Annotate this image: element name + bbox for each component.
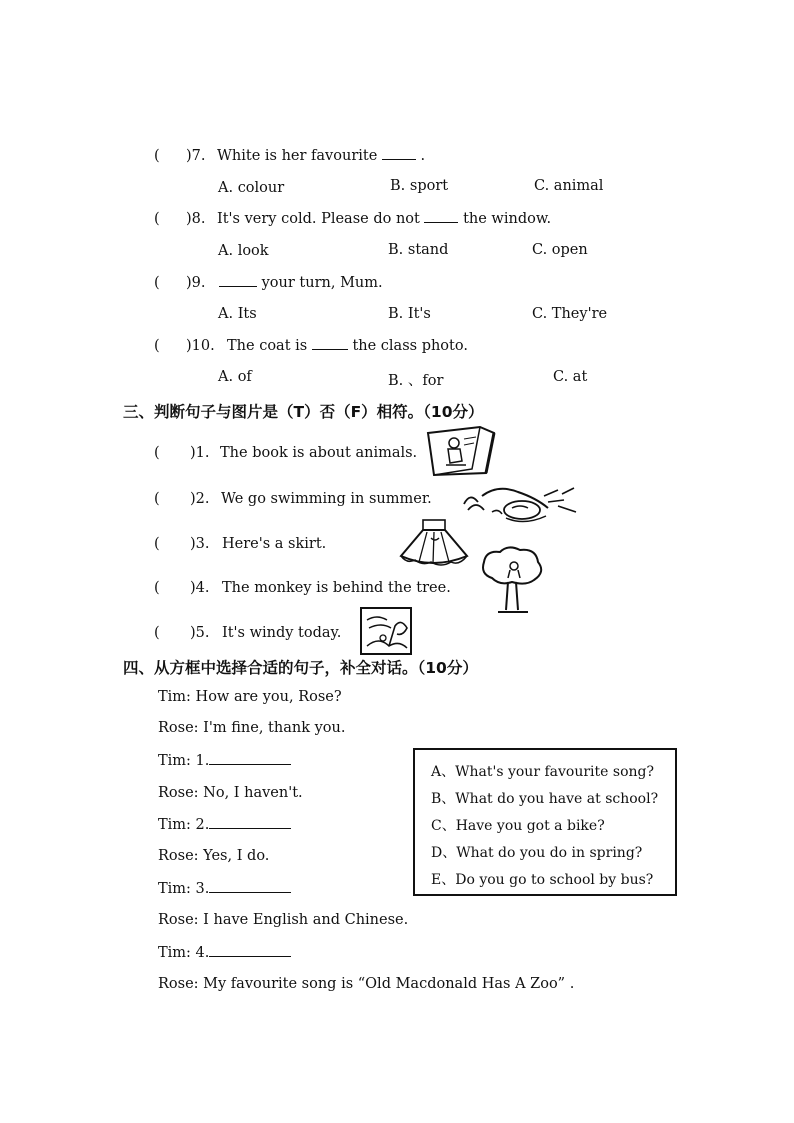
option-a[interactable]: A. look	[218, 243, 269, 259]
option-b[interactable]: B. sport	[390, 178, 449, 194]
answer-paren[interactable]: (	[154, 211, 160, 227]
answer-blank[interactable]	[312, 338, 348, 350]
answer-paren[interactable]: (	[154, 445, 160, 461]
dialogue-line: Rose: No, I haven't.	[158, 785, 303, 801]
dialogue-line: Tim: 4.	[158, 945, 291, 961]
item-number: )2.	[190, 491, 210, 507]
item-text: The book is about animals.	[220, 445, 418, 461]
dialogue-line: Tim: How are you, Rose?	[158, 689, 342, 705]
question-number: )7.	[186, 148, 206, 164]
option-c[interactable]: C. at	[553, 369, 588, 385]
dialogue-line: Rose: I'm fine, thank you.	[158, 720, 346, 736]
answer-blank[interactable]	[424, 211, 458, 223]
option-b[interactable]: B. stand	[388, 242, 449, 258]
dialogue-line: Rose: I have English and Chinese.	[158, 912, 409, 928]
item-number: )4.	[190, 580, 210, 596]
option-c[interactable]: C. open	[532, 242, 588, 258]
dialogue-line: Tim: 3.	[158, 881, 291, 897]
option-a[interactable]: A. Its	[218, 306, 257, 322]
option-c[interactable]: C. They're	[532, 306, 608, 322]
question-number: )10.	[186, 338, 215, 354]
dialogue-line: Tim: 1.	[158, 753, 291, 769]
answer-paren[interactable]: (	[154, 148, 160, 164]
question-number: )8.	[186, 211, 206, 227]
skirt-picture-icon	[397, 518, 471, 570]
book-picture-icon	[424, 425, 496, 477]
options-box	[413, 748, 677, 896]
item-text: We go swimming in summer.	[221, 491, 432, 507]
option-d: D、What do you do in spring?	[431, 845, 643, 861]
question-number: )9.	[186, 275, 206, 291]
windy-picture-icon	[359, 606, 413, 656]
option-b: B、What do you have at school?	[431, 791, 659, 807]
option-e: E、Do you go to school by bus?	[431, 872, 654, 888]
option-a[interactable]: A. of	[218, 369, 252, 385]
section-4-title: 四、从方框中选择合适的句子，补全对话。（10分）	[123, 659, 478, 677]
answer-blank[interactable]	[209, 753, 291, 765]
item-number: )3.	[190, 536, 210, 552]
answer-blank[interactable]	[219, 275, 257, 287]
answer-paren[interactable]: (	[154, 625, 160, 641]
answer-blank[interactable]	[209, 817, 291, 829]
option-b[interactable]: B. 、for	[388, 373, 444, 389]
option-b[interactable]: B. It's	[388, 306, 431, 322]
answer-paren[interactable]: (	[154, 491, 160, 507]
section-3-title: 三、判断句子与图片是（T）否（F）相符。（10分）	[123, 403, 484, 421]
option-c: C、Have you got a bike?	[431, 818, 605, 834]
swimming-picture-icon	[462, 482, 580, 526]
option-c[interactable]: C. animal	[534, 178, 604, 194]
question-text: It's very cold. Please do not the window.	[217, 211, 552, 227]
answer-paren[interactable]: (	[154, 580, 160, 596]
option-a: A、What's your favourite song?	[431, 764, 654, 780]
item-number: )5.	[190, 625, 210, 641]
question-text: your turn, Mum.	[219, 275, 383, 291]
answer-paren[interactable]: (	[154, 536, 160, 552]
answer-paren[interactable]: (	[154, 275, 160, 291]
question-text: The coat is the class photo.	[227, 338, 468, 354]
tree-monkey-picture-icon	[478, 544, 546, 614]
answer-blank[interactable]	[209, 945, 291, 957]
option-a[interactable]: A. colour	[218, 180, 285, 196]
question-text: White is her favourite .	[217, 148, 426, 164]
answer-blank[interactable]	[209, 881, 291, 893]
item-text: Here's a skirt.	[222, 536, 327, 552]
dialogue-line: Rose: Yes, I do.	[158, 848, 270, 864]
item-text: It's windy today.	[222, 625, 342, 641]
dialogue-line: Tim: 2.	[158, 817, 291, 833]
answer-blank[interactable]	[382, 148, 416, 160]
item-text: The monkey is behind the tree.	[222, 580, 451, 596]
item-number: )1.	[190, 445, 210, 461]
dialogue-line: Rose: My favourite song is “Old Macdonald Has A Zoo” .	[158, 976, 575, 992]
answer-paren[interactable]: (	[154, 338, 160, 354]
